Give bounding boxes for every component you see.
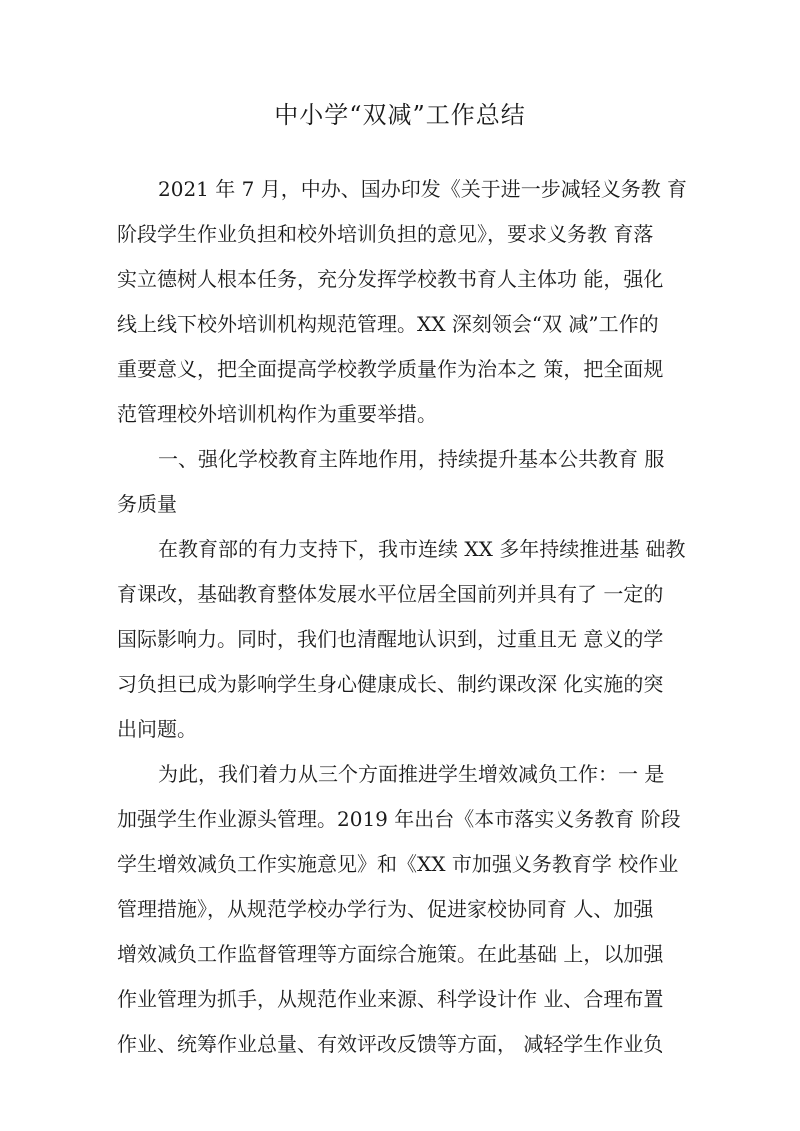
paragraph-line: 实立德树人根本任务，充分发挥学校教书育人主体功 能，强化 <box>117 267 664 291</box>
paragraph-line: 在教育部的有力支持下，我市连续 XX 多年持续推进基 础教 <box>158 537 686 561</box>
paragraph-line: 2021 年 7 月，中办、国办印发《关于进一步减轻义务教 育 <box>158 177 688 201</box>
paragraph-line: 习负担已成为影响学生身心健康成长、制约课改深 化实施的突 <box>117 672 664 696</box>
section-heading-line: 务质量 <box>117 492 177 516</box>
paragraph-line: 作业管理为抓手，从规范作业来源、科学设计作 业、合理布置 <box>117 987 664 1011</box>
paragraph-line: 学生增效减负工作实施意见》和《XX 市加强义务教育学 校作业 <box>117 852 679 876</box>
document-title: 中小学“双减”工作总结 <box>274 101 526 129</box>
paragraph-line: 加强学生作业源头管理。2019 年出台《本市落实义务教育 阶段 <box>117 807 681 831</box>
paragraph-line: 出问题。 <box>117 717 197 741</box>
paragraph-line: 作业、统筹作业总量、有效评改反馈等方面， 减轻学生作业负 <box>117 1032 664 1056</box>
section-heading-line: 一、强化学校教育主阵地作用，持续提升基本公共教育 服 <box>158 447 665 471</box>
paragraph-line: 国际影响力。同时，我们也清醒地认识到，过重且无 意义的学 <box>117 627 664 651</box>
paragraph-line: 范管理校外培训机构作为重要举措。 <box>117 402 437 426</box>
paragraph-line: 增效减负工作监督管理等方面综合施策。在此基础 上，以加强 <box>117 942 664 966</box>
paragraph-line: 为此，我们着力从三个方面推进学生增效减负工作：一 是 <box>158 762 665 786</box>
paragraph-line: 重要意义，把全面提高学校教学质量作为治本之 策，把全面规 <box>117 357 664 381</box>
paragraph-line: 阶段学生作业负担和校外培训负担的意见》，要求义务教 育落 <box>117 222 654 246</box>
paragraph-line: 线上线下校外培训机构规范管理。XX 深刻领会“双 减”工作的 <box>117 312 659 336</box>
paragraph-line: 管理措施》，从规范学校办学行为、促进家校协同育 人、加强 <box>117 897 654 921</box>
paragraph-line: 育课改，基础教育整体发展水平位居全国前列并具有了 一定的 <box>117 582 664 606</box>
